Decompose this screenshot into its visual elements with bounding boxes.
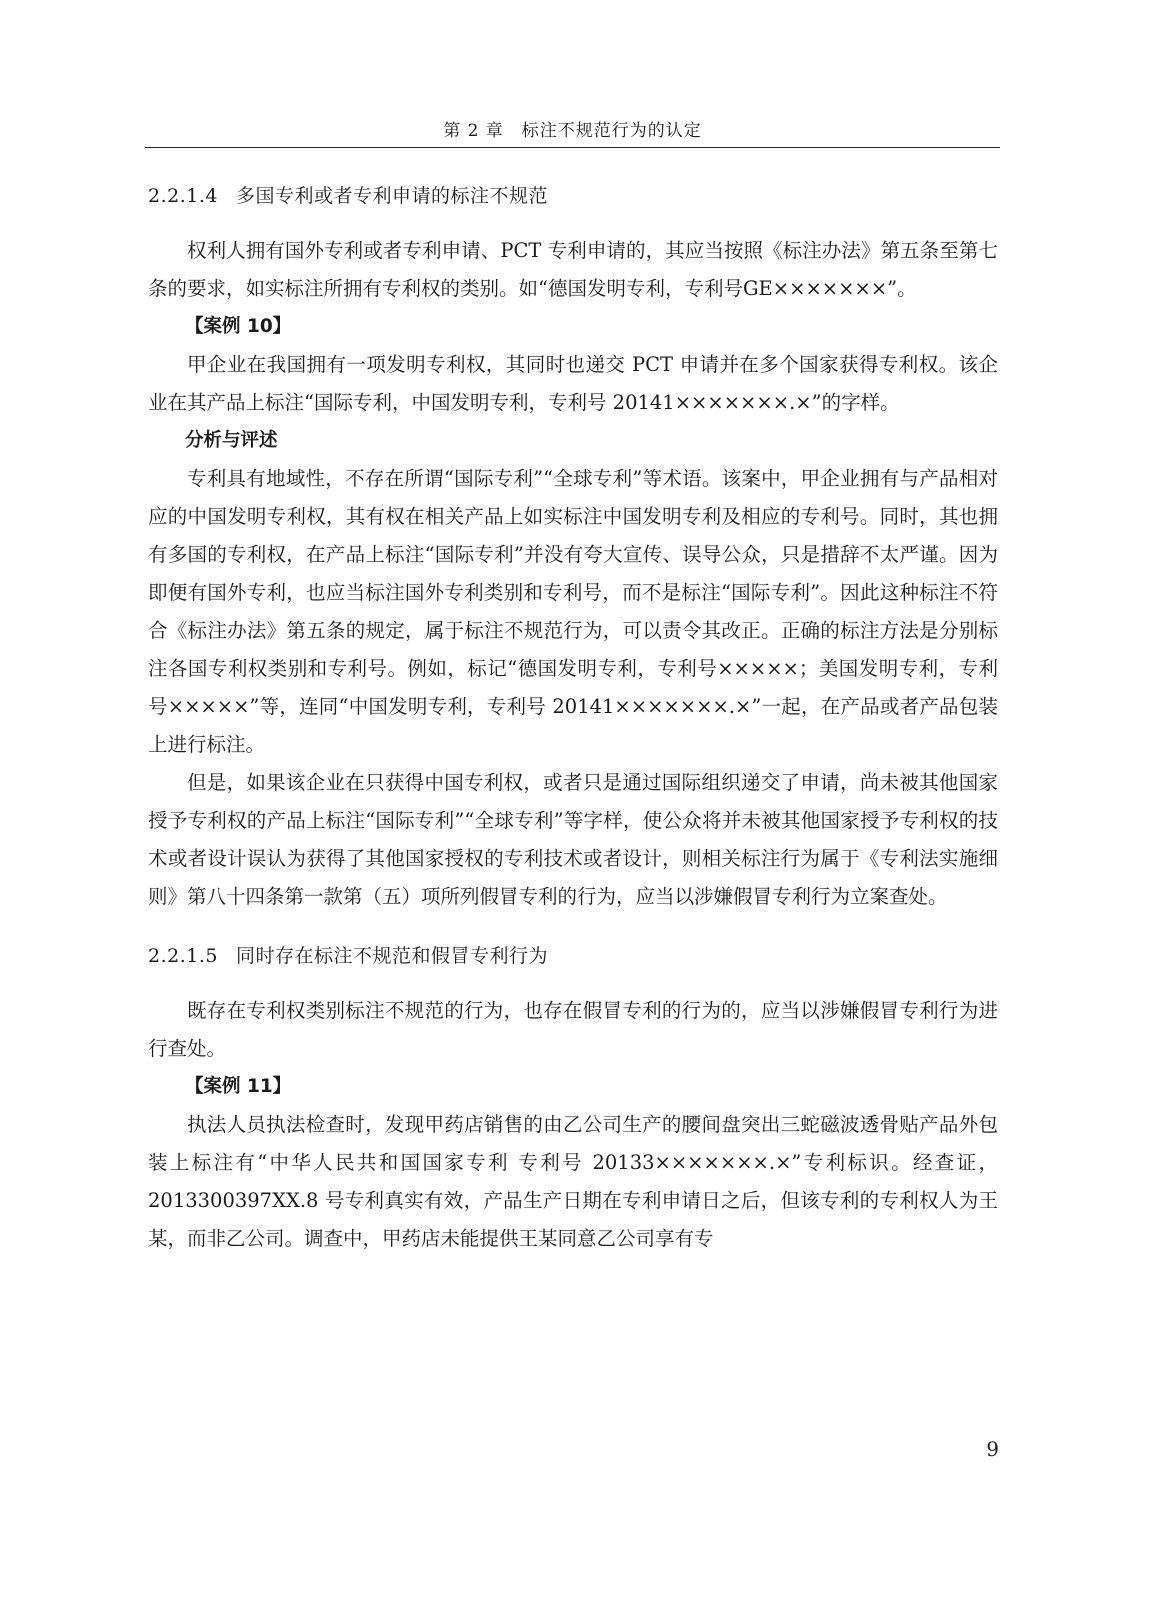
paragraph: 既存在专利权类别标注不规范的行为，也存在假冒专利的行为的，应当以涉嫌假冒专利行为进行查处。 [148,999,998,1060]
section-title: 多国专利或者专利申请的标注不规范 [235,185,548,207]
paragraph: 但是，如果该企业在只获得中国专利权，或者只是通过国际组织递交了申请，尚未被其他国家授予专利权的产品上标注“国际专利”“全球专利”等字样，使公众将并未被其他国家授予专利权的技术或者设计误认为获得了其他国家授权的专利技术或者设计，则相关标注行为属于《专利法实施细则》第八十四条第一款第（五）项所列假冒专利的行为，应当以涉嫌假冒专利行为立案查处。 [148,771,998,908]
paragraph: 甲企业在我国拥有一项发明专利权，其同时也递交 PCT 申请并在多个国家获得专利权。该企业在其产品上标注“国际专利，中国发明专利，专利号 20141×××××××.×”的字样。 [148,353,998,414]
page-body [148,176,998,1258]
case-label-10: 【案例 10】 [185,316,292,337]
paragraph: 执法人员执法检查时，发现甲药店销售的由乙公司生产的腰间盘突出三蛇磁波透骨贴产品外包装上标注有“中华人民共和国国家专利 专利号 20133×××××××.×”专利标识。经查证，2013300397XX.8 号专利真实有效，产品生产日期在专利申请日之后，但该专利的专利权人为王某，而非乙公司。调查中，甲药店未能提供王某同意乙公司享有专 [148,1113,998,1250]
paragraph: 权利人拥有国外专利或者专利申请、PCT 专利申请的，其应当按照《标注办法》第五条至第七条的要求，如实标注所拥有专利权的类别。如“德国发明专利，专利号GE×××××××”。 [148,239,998,300]
section-heading-2-2-1-5 [148,936,998,976]
analysis-label: 分析与评述 [185,430,278,451]
page-number: 9 [986,1437,999,1461]
section-number: 2.2.1.4 [148,185,218,207]
header-divider [145,147,1000,148]
case-label-11: 【案例 11】 [185,1076,292,1097]
paragraph: 专利具有地域性，不存在所谓“国际专利”“全球专利”等术语。该案中，甲企业拥有与产品相对应的中国发明专利权，其有权在相关产品上如实标注中国发明专利及相应的专利号。同时，其也拥有多国的专利权，在产品上标注“国际专利”并没有夸大宣传、误导公众，只是措辞不太严谨。因为即便有国外专利，也应当标注国外专利类别和专利号，而不是标注“国际专利”。因此这种标注不符合《标注办法》第五条的规定，属于标注不规范行为，可以责令其改正。正确的标注方法是分别标注各国专利权类别和专利号。例如，标记“德国发明专利，专利号×××××；美国发明专利，专利号×××××”等，连同“中国发明专利，专利号 20141×××××××.×”一起，在产品或者产品包装上进行标注。 [148,467,998,756]
section-title: 同时存在标注不规范和假冒专利行为 [235,945,548,967]
running-header: 第 2 章 标注不规范行为的认定 [443,121,702,141]
section-heading-2-2-1-4 [148,176,998,216]
section-number: 2.2.1.5 [148,945,218,967]
